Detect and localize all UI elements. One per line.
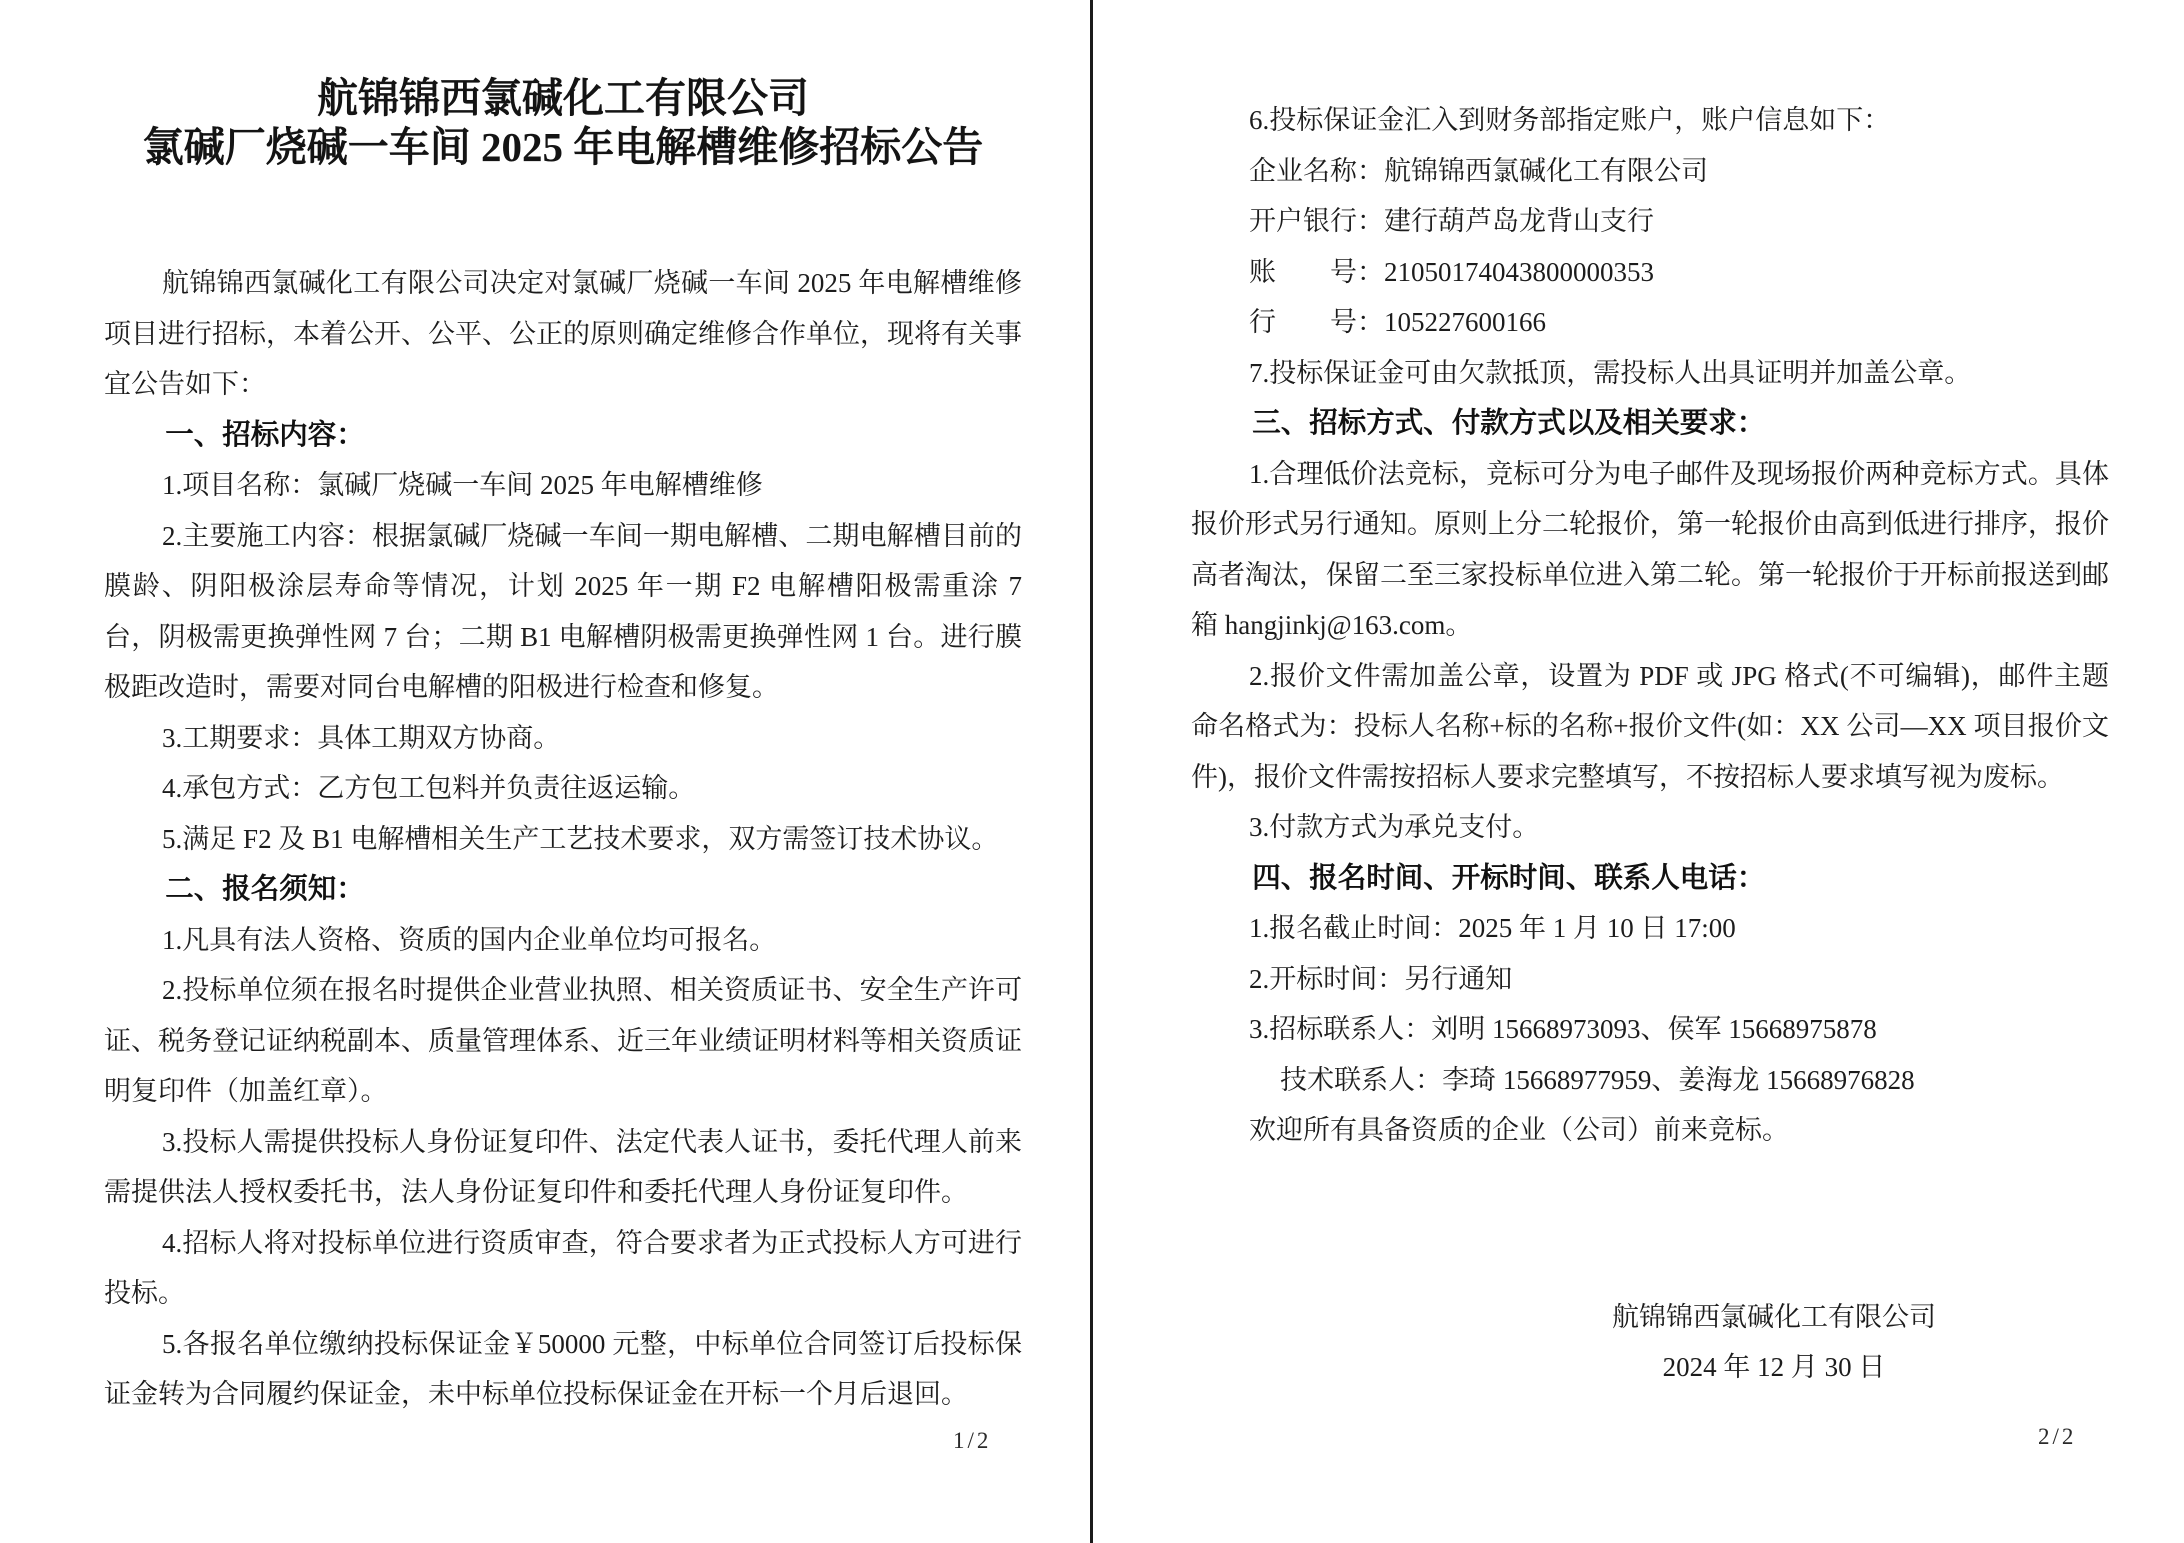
closing-paragraph: 欢迎所有具备资质的企业（公司）前来竞标。 (1249, 1115, 1790, 1145)
page-2 (1093, 0, 2184, 1543)
intro-paragraph: 航锦锦西氯碱化工有限公司决定对氯碱厂烧碱一车间 2025 年电解槽维修项目进行招标，本着公开、公平、公正的原则确定维修合作单位，现将有关事宜公告如下： (104, 268, 1022, 399)
paragraph: 6.投标保证金汇入到财务部指定账户，账户信息如下： (1249, 105, 1891, 135)
paragraph: 1.凡具有法人资格、资质的国内企业单位均可报名。 (162, 924, 777, 955)
signature-date: 2024 年 12 月 30 日 (1662, 1352, 1886, 1382)
section-4-heading: 四、报名时间、开标时间、联系人电话： (1252, 861, 1766, 894)
deadline-paragraph: 1.报名截止时间：2025 年 1 月 10 日 17:00 (1249, 913, 1736, 943)
page-number-2: 2/2 (2038, 1424, 2077, 1449)
document-title (104, 74, 1022, 172)
technical-contacts-paragraph: 技术联系人：李琦 15668977959、姜海龙 15668976828 (1280, 1064, 1915, 1095)
tender-contacts-paragraph: 3.招标联系人：刘明 15668973093、侯军 15668975878 (1249, 1014, 1877, 1044)
paragraph: 4.承包方式：乙方包工包料并负责往返运输。 (162, 773, 696, 803)
paragraph: 1.合理低价法竞标，竞标可分为电子邮件及现场报价两种竞标方式。具体报价形式另行通知。原则上分二轮报价，第一轮报价由高到低进行排序，报价高者淘汰，保留二至三家投标单位进入第二轮。第一轮报价于开标前报送到邮箱 hangjinkj@163.com。 (1191, 458, 2109, 640)
paragraph: 7.投标保证金可由欠款抵顶，需投标人出具证明并加盖公章。 (1249, 357, 1972, 388)
paragraph: 1.项目名称：氯碱厂烧碱一车间 2025 年电解槽维修 (162, 470, 763, 500)
document-title-line1: 航锦锦西氯碱化工有限公司 (317, 75, 809, 121)
paragraph: 3.付款方式为承兑支付。 (1249, 812, 1540, 842)
signature-company: 航锦锦西氯碱化工有限公司 (1612, 1301, 1936, 1332)
signature-block (1559, 1292, 1989, 1393)
paragraph: 2.报价文件需加盖公章，设置为 PDF 或 JPG 格式(不可编辑)，邮件主题命名格式为：投标人名称+标的名称+报价文件(如：XX 公司—XX 项目报价文件)，报价文件需按招标人要求完整填写，不按招标人要求填写视为废标。 (1191, 660, 2109, 792)
paragraph: 5.满足 F2 及 B1 电解槽相关生产工艺技术要求，双方需签订技术协议。 (162, 823, 999, 854)
account-number: 账 号：21050174043800000353 (1249, 256, 1655, 287)
paragraph: 2.投标单位须在报名时提供企业营业执照、相关资质证书、安全生产许可证、税务登记证纳税副本、质量管理体系、近三年业绩证明材料等相关资质证明复印件（加盖红章）。 (104, 975, 1022, 1106)
paragraph: 5.各报名单位缴纳投标保证金￥50000 元整，中标单位合同签订后投标保证金转为合同履约保证金，未中标单位投标保证金在开标一个月后退回。 (104, 1328, 1022, 1409)
paragraph: 4.招标人将对投标单位进行资质审查，符合要求者为正式投标人方可进行投标。 (104, 1227, 1022, 1308)
section-3-heading: 三、招标方式、付款方式以及相关要求： (1252, 407, 1766, 439)
account-bank: 开户银行：建行葫芦岛龙背山支行 (1249, 206, 1655, 236)
bid-opening-paragraph: 2.开标时间：另行通知 (1249, 963, 1513, 994)
paragraph: 3.投标人需提供投标人身份证复印件、法定代表人证书，委托代理人前来需提供法人授权委托书，法人身份证复印件和委托代理人身份证复印件。 (104, 1126, 1022, 1207)
document-title-line2: 氯碱厂烧碱一车间 2025 年电解槽维修招标公告 (142, 124, 984, 170)
paragraph: 3.工期要求：具体工期双方协商。 (162, 722, 561, 753)
paragraph: 2.主要施工内容：根据氯碱厂烧碱一车间一期电解槽、二期电解槽目前的膜龄、阴阳极涂层寿命等情况，计划 2025 年一期 F2 电解槽阳极需重涂 7 台，阴极需更换弹性网 7 台；二期 B1 电解槽阴极需更换弹性网 1 台。进行膜极距改造时，需要对同台电解槽的阳极进行检查和修复。 (104, 520, 1022, 702)
page-1 (0, 0, 1090, 1543)
section-1-heading: 一、招标内容： (165, 418, 365, 451)
page-number-1: 1/2 (953, 1428, 992, 1453)
section-2-heading: 二、报名须知： (165, 873, 365, 905)
account-company-name: 企业名称：航锦锦西氯碱化工有限公司 (1249, 155, 1709, 186)
bank-branch-number: 行 号：105227600166 (1249, 307, 1547, 337)
